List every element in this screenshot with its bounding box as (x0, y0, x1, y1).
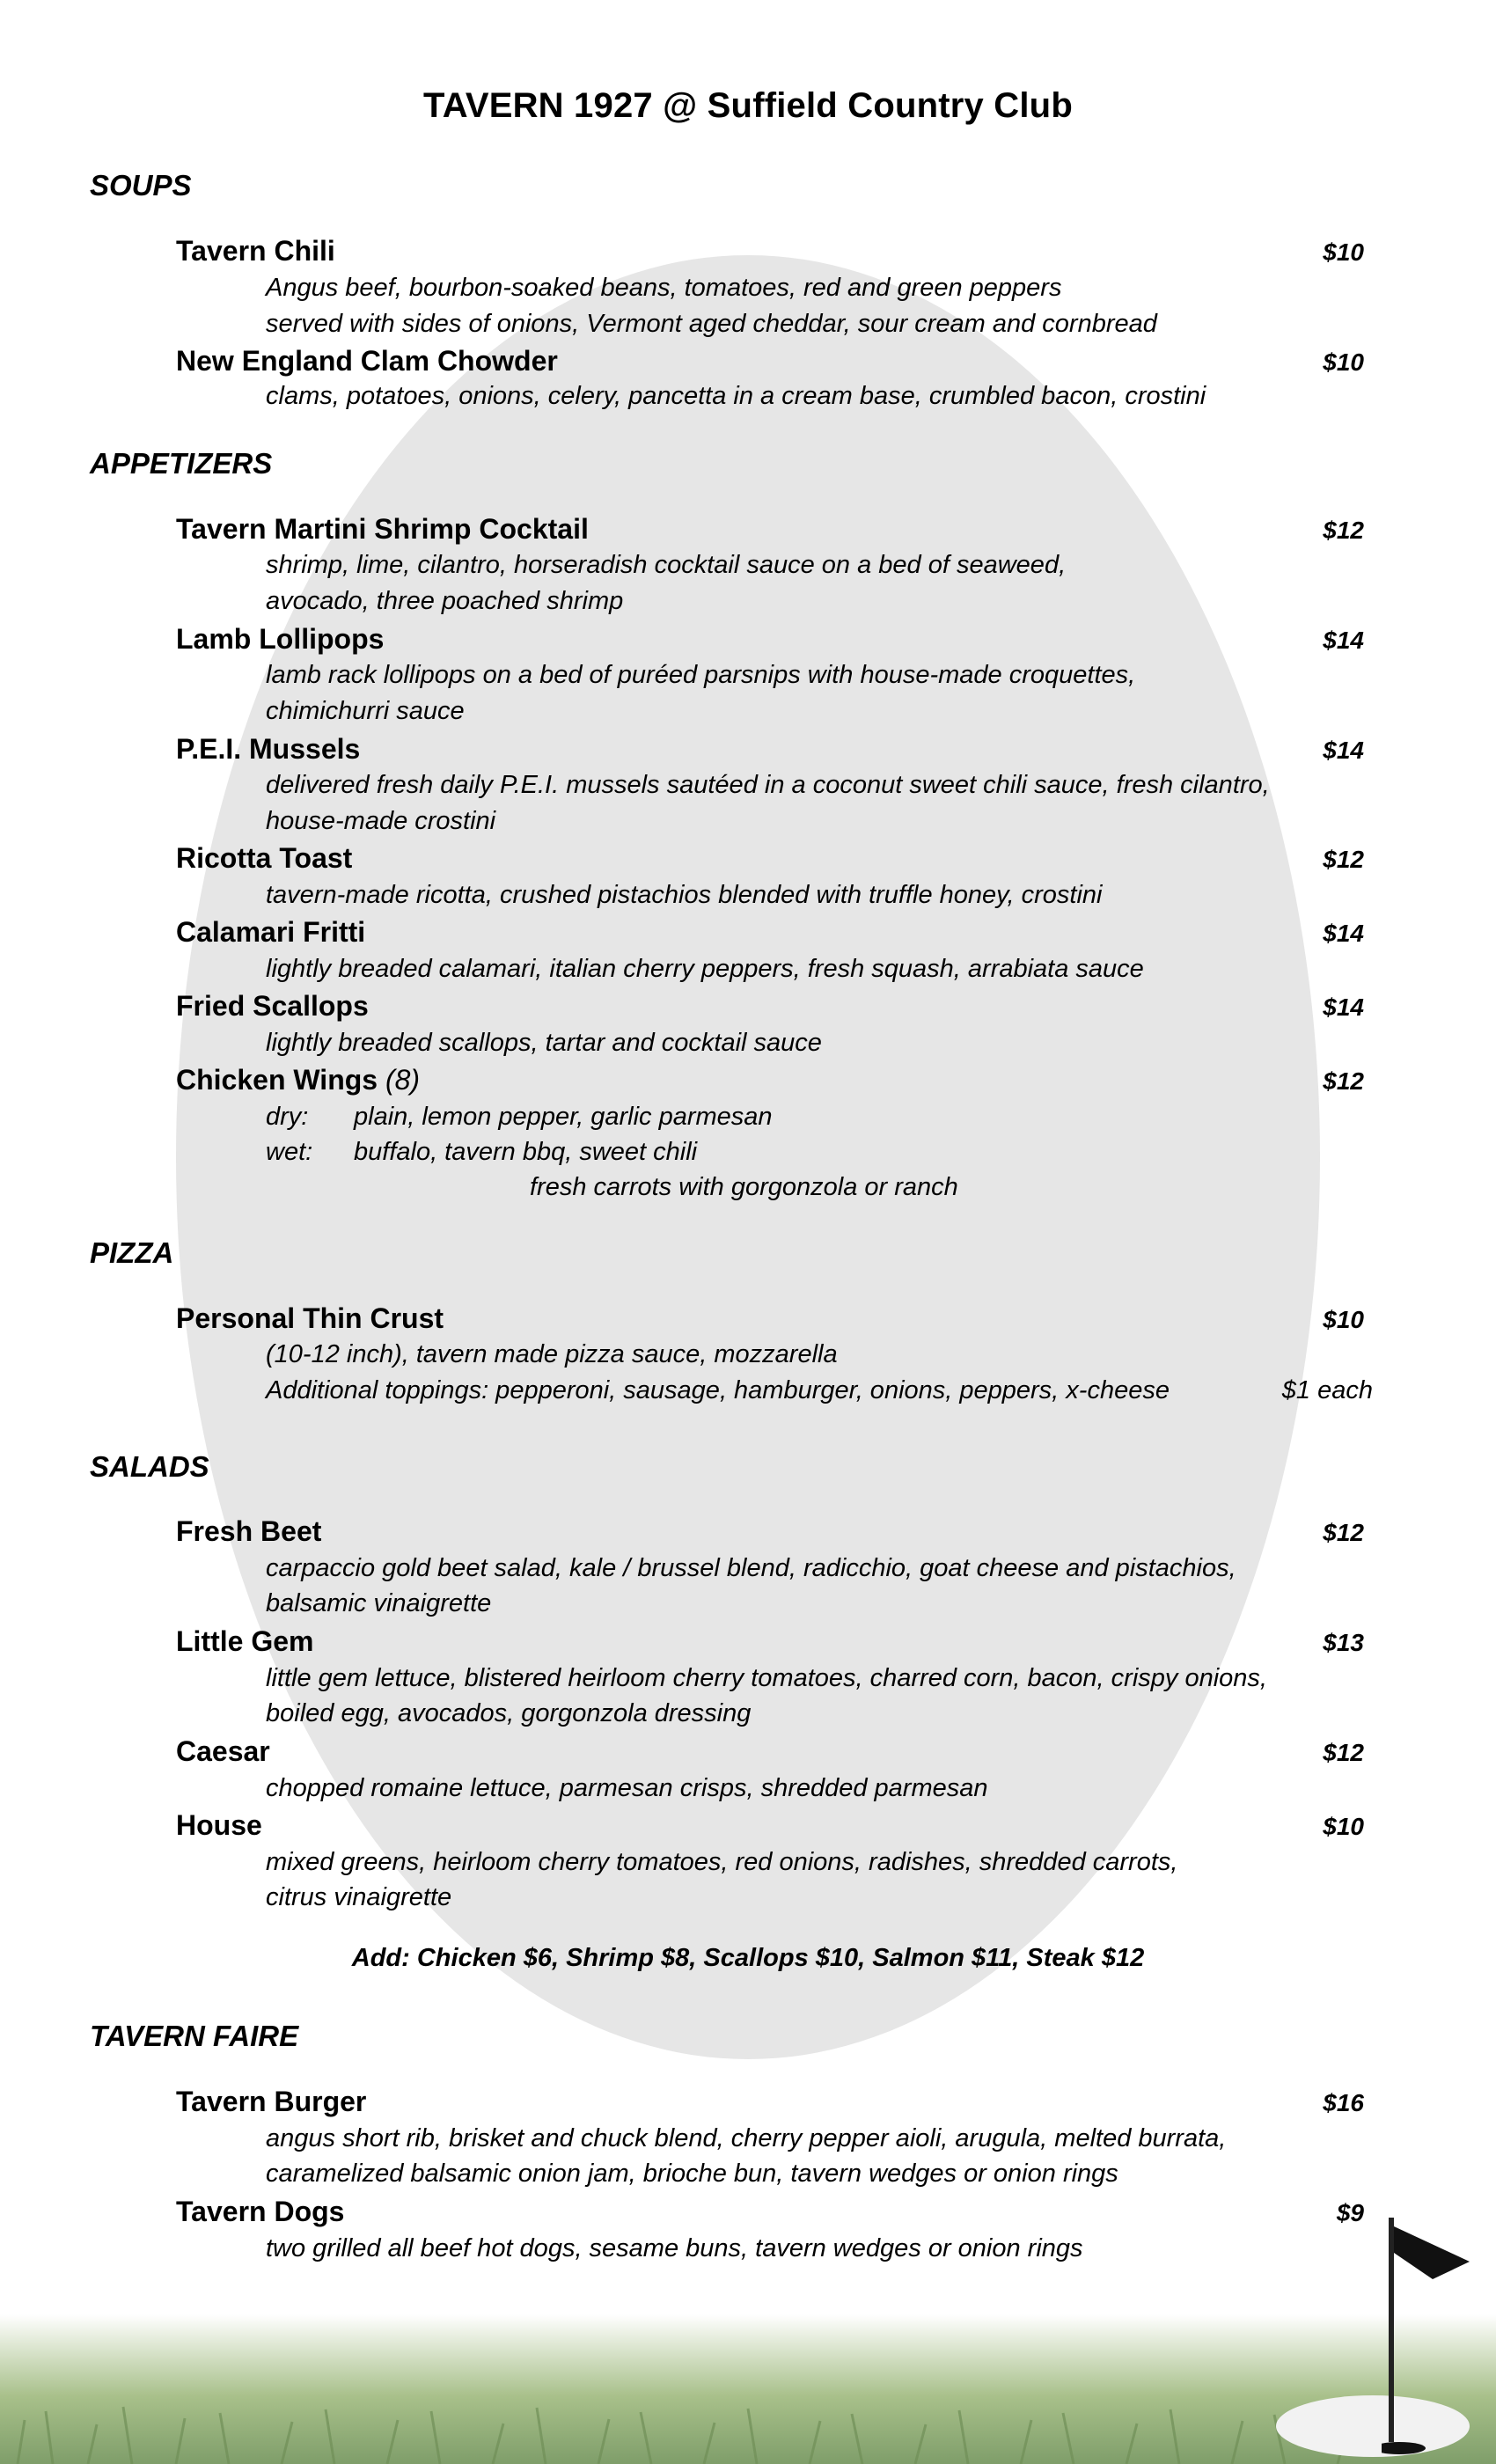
item-name: Ricotta Toast (176, 842, 353, 874)
item-name: House (176, 1809, 262, 1841)
item-price: $10 (1323, 238, 1364, 266)
item-description: shrimp, lime, cilantro, horseradish cocktail sauce on a bed of seaweed, (266, 551, 1067, 579)
item-price: $12 (1323, 846, 1364, 873)
item-name: Fried Scallops (176, 990, 369, 1022)
item-description: little gem lettuce, blistered heirloom cherry tomatoes, charred corn, bacon, crispy onions, (266, 1664, 1267, 1692)
item-description: chopped romaine lettuce, parmesan crisps, shredded parmesan (266, 1774, 988, 1802)
item-name: Tavern Chili (176, 235, 335, 267)
item-price: $14 (1323, 737, 1364, 764)
wing-style-label: dry: (266, 1103, 309, 1131)
item-description: caramelized balsamic onion jam, brioche bun, tavern wedges or onion rings (266, 2160, 1118, 2188)
item-description: two grilled all beef hot dogs, sesame buns, tavern wedges or onion rings (266, 2234, 1083, 2262)
wing-side: fresh carrots with gorgonzola or ranch (530, 1173, 958, 1201)
item-name: Lamb Lollipops (176, 623, 385, 655)
item-description: boiled egg, avocados, gorgonzola dressing (266, 1699, 752, 1727)
item-price: $12 (1323, 1519, 1364, 1546)
item-description: avocado, three poached shrimp (266, 587, 624, 615)
section-heading-soups: SOUPS (90, 169, 192, 202)
item-description: clams, potatoes, onions, celery, pancetta in a cream base, crumbled bacon, crostini (266, 382, 1206, 410)
addon-toppings: Additional toppings: pepperoni, sausage, hamburger, onions, peppers, x-cheese (266, 1376, 1170, 1404)
page-title: TAVERN 1927 @ Suffield Country Club (423, 86, 1073, 125)
wing-style-label: wet: (266, 1138, 313, 1166)
item-name: Caesar (176, 1735, 270, 1767)
item-price: $12 (1323, 517, 1364, 544)
salad-add-ons: Add: Chicken $6, Shrimp $8, Scallops $10, Salmon $11, Steak $12 (351, 1944, 1145, 1972)
section-heading-salads: SALADS (90, 1450, 209, 1483)
item-description: lightly breaded scallops, tartar and cocktail sauce (266, 1029, 822, 1057)
item-name: Personal Thin Crust (176, 1302, 444, 1334)
golf-flag-icon (1382, 2218, 1478, 2455)
item-price: $13 (1323, 1629, 1364, 1656)
item-price: $10 (1323, 348, 1364, 376)
item-name: Tavern Dogs (176, 2196, 345, 2227)
addon-price: $1 each (1281, 1376, 1373, 1404)
section-heading-tavern-faire: TAVERN FAIRE (90, 2020, 299, 2052)
item-description: chimichurri sauce (266, 697, 465, 725)
item-description: served with sides of onions, Vermont aged cheddar, sour cream and cornbread (266, 310, 1157, 338)
item-price: $12 (1323, 1739, 1364, 1766)
item-description: house-made crostini (266, 807, 496, 835)
item-price: $14 (1323, 920, 1364, 947)
item-description: angus short rib, brisket and chuck blend, cherry pepper aioli, arugula, melted burrata, (266, 2124, 1227, 2152)
item-description: citrus vinaigrette (266, 1883, 452, 1911)
item-price: $9 (1336, 2199, 1364, 2226)
item-name: Little Gem (176, 1625, 314, 1657)
item-description: tavern-made ricotta, crushed pistachios blended with truffle honey, crostini (266, 881, 1103, 909)
item-name: New England Clam Chowder (176, 345, 558, 377)
wing-style-options: buffalo, tavern bbq, sweet chili (354, 1138, 698, 1166)
item-price: $14 (1323, 994, 1364, 1021)
grass-footer (0, 2314, 1496, 2464)
item-description: lamb rack lollipops on a bed of puréed parsnips with house-made croquettes, (266, 661, 1136, 689)
item-description: delivered fresh daily P.E.I. mussels sautéed in a coconut sweet chili sauce, fresh cilantro, (266, 771, 1270, 799)
section-heading-pizza: PIZZA (90, 1236, 174, 1269)
item-description: carpaccio gold beet salad, kale / brussel blend, radicchio, goat cheese and pistachios, (266, 1554, 1236, 1582)
item-price: $12 (1323, 1067, 1364, 1095)
item-name-text: Chicken Wings (176, 1064, 378, 1096)
section-heading-appetizers: APPETIZERS (90, 447, 273, 480)
item-description: (10-12 inch), tavern made pizza sauce, mozzarella (266, 1340, 838, 1368)
item-name: P.E.I. Mussels (176, 733, 361, 765)
item-name (176, 1064, 420, 1096)
item-quantity: (8) (385, 1064, 421, 1096)
item-name: Tavern Burger (176, 2086, 367, 2117)
item-description: lightly breaded calamari, italian cherry peppers, fresh squash, arrabiata sauce (266, 955, 1144, 983)
item-name: Tavern Martini Shrimp Cocktail (176, 513, 589, 545)
grass-blades-icon (0, 2314, 1496, 2464)
item-description: Angus beef, bourbon-soaked beans, tomatoes, red and green peppers (266, 274, 1062, 302)
item-price: $10 (1323, 1306, 1364, 1333)
item-description: balsamic vinaigrette (266, 1589, 492, 1617)
item-price: $14 (1323, 627, 1364, 654)
item-price: $16 (1323, 2089, 1364, 2116)
item-name: Fresh Beet (176, 1515, 322, 1547)
item-name: Calamari Fritti (176, 916, 366, 948)
item-description: mixed greens, heirloom cherry tomatoes, red onions, radishes, shredded carrots, (266, 1848, 1178, 1876)
wing-style-options: plain, lemon pepper, garlic parmesan (354, 1103, 773, 1131)
item-price: $10 (1323, 1813, 1364, 1840)
